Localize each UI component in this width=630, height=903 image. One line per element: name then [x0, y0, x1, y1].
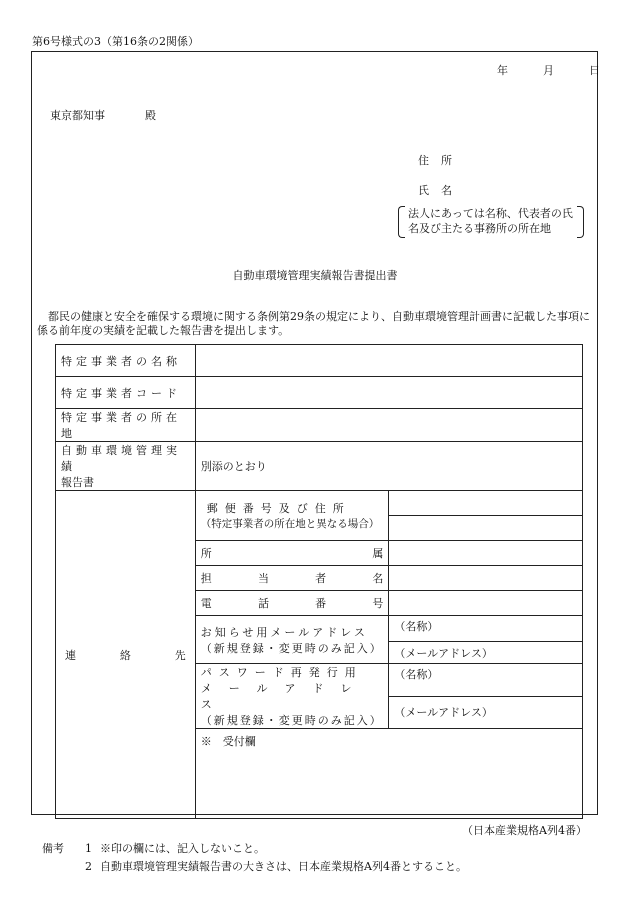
row-business-code — [56, 377, 583, 409]
bracket-right — [577, 206, 584, 238]
business-name-label: 特定事業者の名称 — [56, 345, 196, 377]
person-field[interactable] — [389, 566, 583, 591]
reception-box: ※ 受付欄 — [195, 729, 582, 819]
report-label: 自動車環境管理実績 報告書 — [56, 442, 196, 491]
corporate-note — [398, 204, 584, 238]
addressee — [50, 107, 156, 123]
date-line — [497, 62, 600, 78]
business-name-field[interactable] — [195, 345, 582, 377]
notice-name-field[interactable]: （名称） — [389, 616, 583, 642]
notice-email-label: お知らせ用メールアドレス （新規登録・変更時のみ記入） — [195, 616, 389, 664]
department-field[interactable] — [389, 541, 583, 566]
row-report — [56, 442, 583, 491]
form-type-label: 第6号様式の3（第16条の2関係） — [32, 35, 199, 48]
pw-name-field[interactable]: （名称） — [389, 664, 583, 697]
pw-email-label: パスワード再発行用 メールアドレス （新規登録・変更時のみ記入） — [195, 664, 389, 729]
pw-email-field[interactable]: （メールアドレス） — [389, 696, 583, 729]
body-text: 都民の健康と安全を確保する環境に関する条例第29条の規定により、自動車環境管理計画書に記載した事項に係る前年度の実績を記載した報告書を提出します。 — [37, 310, 590, 337]
document-title: 自動車環境管理実績報告書提出書 — [232, 269, 398, 282]
size-note: （日本産業規格A列4番） — [462, 824, 587, 837]
postal-address-field[interactable] — [389, 516, 583, 541]
addressee-honorific: 殿 — [145, 109, 156, 122]
date-year: 年 — [497, 64, 508, 77]
remark-item-2: 2 自動車環境管理実績報告書の大きさは、日本産業規格A列4番とすること。 — [85, 860, 467, 873]
row-business-location — [56, 409, 583, 442]
row-business-name — [56, 345, 583, 377]
applicant-address-label: 住所 — [418, 154, 464, 167]
bracket-left — [398, 206, 405, 238]
phone-label: 電 話 番 号 — [195, 591, 389, 616]
addressee-name: 東京都知事 — [50, 109, 105, 122]
person-label: 担 当 者 名 — [195, 566, 389, 591]
phone-field[interactable] — [389, 591, 583, 616]
report-value: 別添のとおり — [195, 442, 582, 491]
business-location-field[interactable] — [195, 409, 582, 442]
applicant-name-label: 氏名 — [418, 184, 464, 197]
report-table — [55, 344, 583, 819]
date-day: 日 — [589, 64, 600, 77]
business-code-field[interactable] — [195, 377, 582, 409]
remarks — [42, 840, 467, 876]
remarks-heading: 備考 — [42, 842, 64, 855]
row-postal-1 — [56, 491, 583, 516]
notice-email-field[interactable]: （メールアドレス） — [389, 642, 583, 664]
corporate-note-text: 法人にあっては名称、代表者の氏 名及び主たる事務所の所在地 — [408, 207, 573, 235]
business-location-label: 特定事業者の所在地 — [56, 409, 196, 442]
date-month: 月 — [543, 64, 554, 77]
remark-item-1: 備考 1 ※印の欄には、記入しないこと。 — [42, 840, 467, 858]
department-label: 所 属 — [195, 541, 389, 566]
postal-label: 郵便番号及び住所 （特定事業者の所在地と異なる場合） — [195, 491, 389, 541]
business-code-label: 特定事業者コード — [56, 377, 196, 409]
contact-label: 連 絡 先 — [56, 491, 196, 819]
postal-code-field[interactable] — [389, 491, 583, 516]
